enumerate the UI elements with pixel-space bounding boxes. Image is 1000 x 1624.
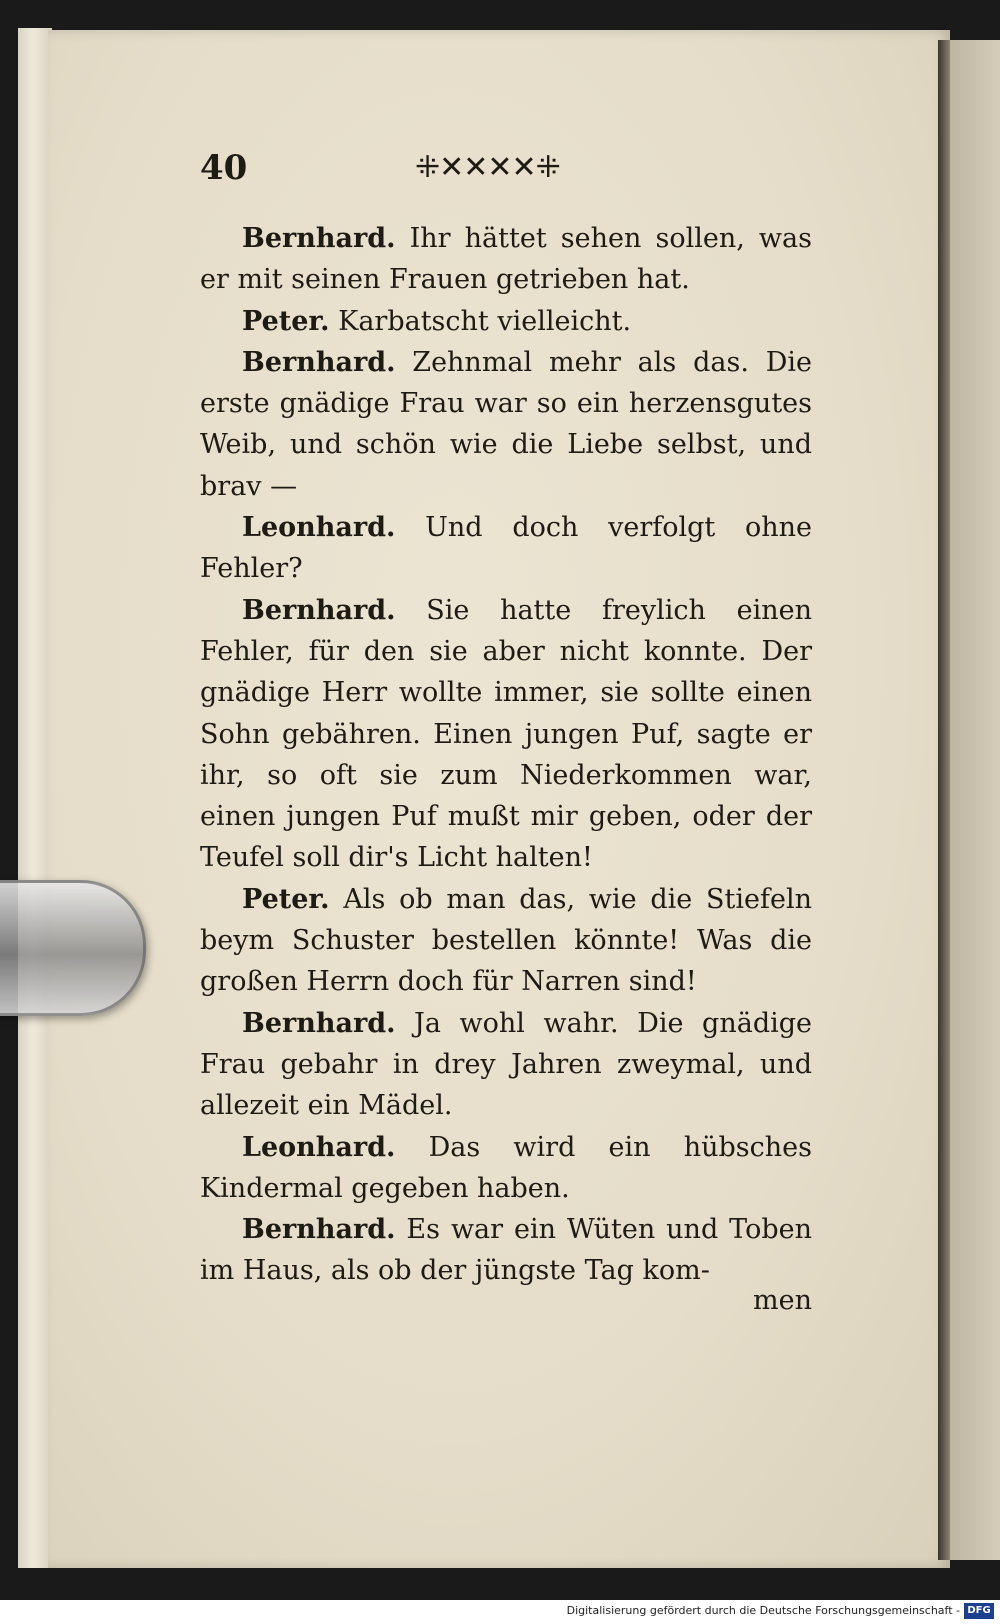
dialogue-text xyxy=(200,218,812,1292)
dialogue-line: Sie hatte freylich einen Fehler, für den sie aber nicht konnte. Der gnädige Herr wollte immer, sie sollte einen Sohn gebähren. Einen jungen Puf, sagte er ihr, so oft sie zum Niederkommen war, einen jungen Puf mußt mir geben, oder der Teufel soll dir's Licht halten! xyxy=(200,594,812,874)
paragraph xyxy=(200,218,812,301)
dialogue-line: Es war ein Wüten und Toben im Haus, als ob der jüngste Tag kom- xyxy=(200,1214,812,1287)
paragraph xyxy=(200,1003,812,1127)
paragraph xyxy=(200,507,812,590)
page-holder-clip xyxy=(0,880,146,1016)
dialogue-line: Zehnmal mehr als das. Die erste gnädige Frau war so ein herzensgutes Weib, und schön wie die Liebe selbst, und brav — xyxy=(200,346,812,502)
dialogue-line: Das wird ein hübsches Kindermal gegeben haben. xyxy=(200,1131,812,1204)
digitization-footer xyxy=(0,1600,1000,1624)
speaker-name: Bernhard. xyxy=(242,594,396,626)
dialogue-line: Ihr hättet sehen sollen, was er mit seinen Frauen getrieben hat. xyxy=(200,223,812,296)
speaker-name: Peter. xyxy=(242,305,330,337)
page-header xyxy=(200,148,820,198)
paragraph xyxy=(200,590,812,879)
paragraph xyxy=(200,879,812,1003)
header-ornament: ⁜✕✕✕✕⁜ xyxy=(415,150,560,185)
paragraph xyxy=(200,301,812,342)
catchword: men xyxy=(753,1285,812,1316)
paragraph xyxy=(200,1127,812,1210)
speaker-name: Bernhard. xyxy=(242,223,396,254)
page-number: 40 xyxy=(200,148,248,188)
speaker-name: Leonhard. xyxy=(242,1131,396,1163)
footer-credit: Digitalisierung gefördert durch die Deutsche Forschungsgemeinschaft - xyxy=(566,1604,960,1617)
speaker-name: Bernhard. xyxy=(242,1007,396,1039)
speaker-name: Peter. xyxy=(242,883,330,915)
speaker-name: Bernhard. xyxy=(242,346,396,378)
facing-page-edge xyxy=(950,40,1000,1560)
dfg-logo: DFG xyxy=(964,1603,994,1619)
page-edges xyxy=(18,28,52,1568)
book-gutter xyxy=(938,40,950,1560)
speaker-name: Leonhard. xyxy=(242,512,396,544)
dialogue-line: Und doch verfolgt ohne Fehler? xyxy=(200,512,812,585)
speaker-name: Bernhard. xyxy=(242,1214,396,1246)
dialogue-line: Karbatscht vielleicht. xyxy=(329,305,632,337)
paragraph xyxy=(200,342,812,507)
dialogue-line: Als ob man das, wie die Stiefeln beym Schuster bestellen könnte! Was die großen Herrn doch für Narren sind! xyxy=(200,883,812,998)
dialogue-line: Ja wohl wahr. Die gnädige Frau gebahr in drey Jahren zweymal, und allezeit ein Mädel. xyxy=(200,1007,812,1122)
paragraph xyxy=(200,1209,812,1292)
